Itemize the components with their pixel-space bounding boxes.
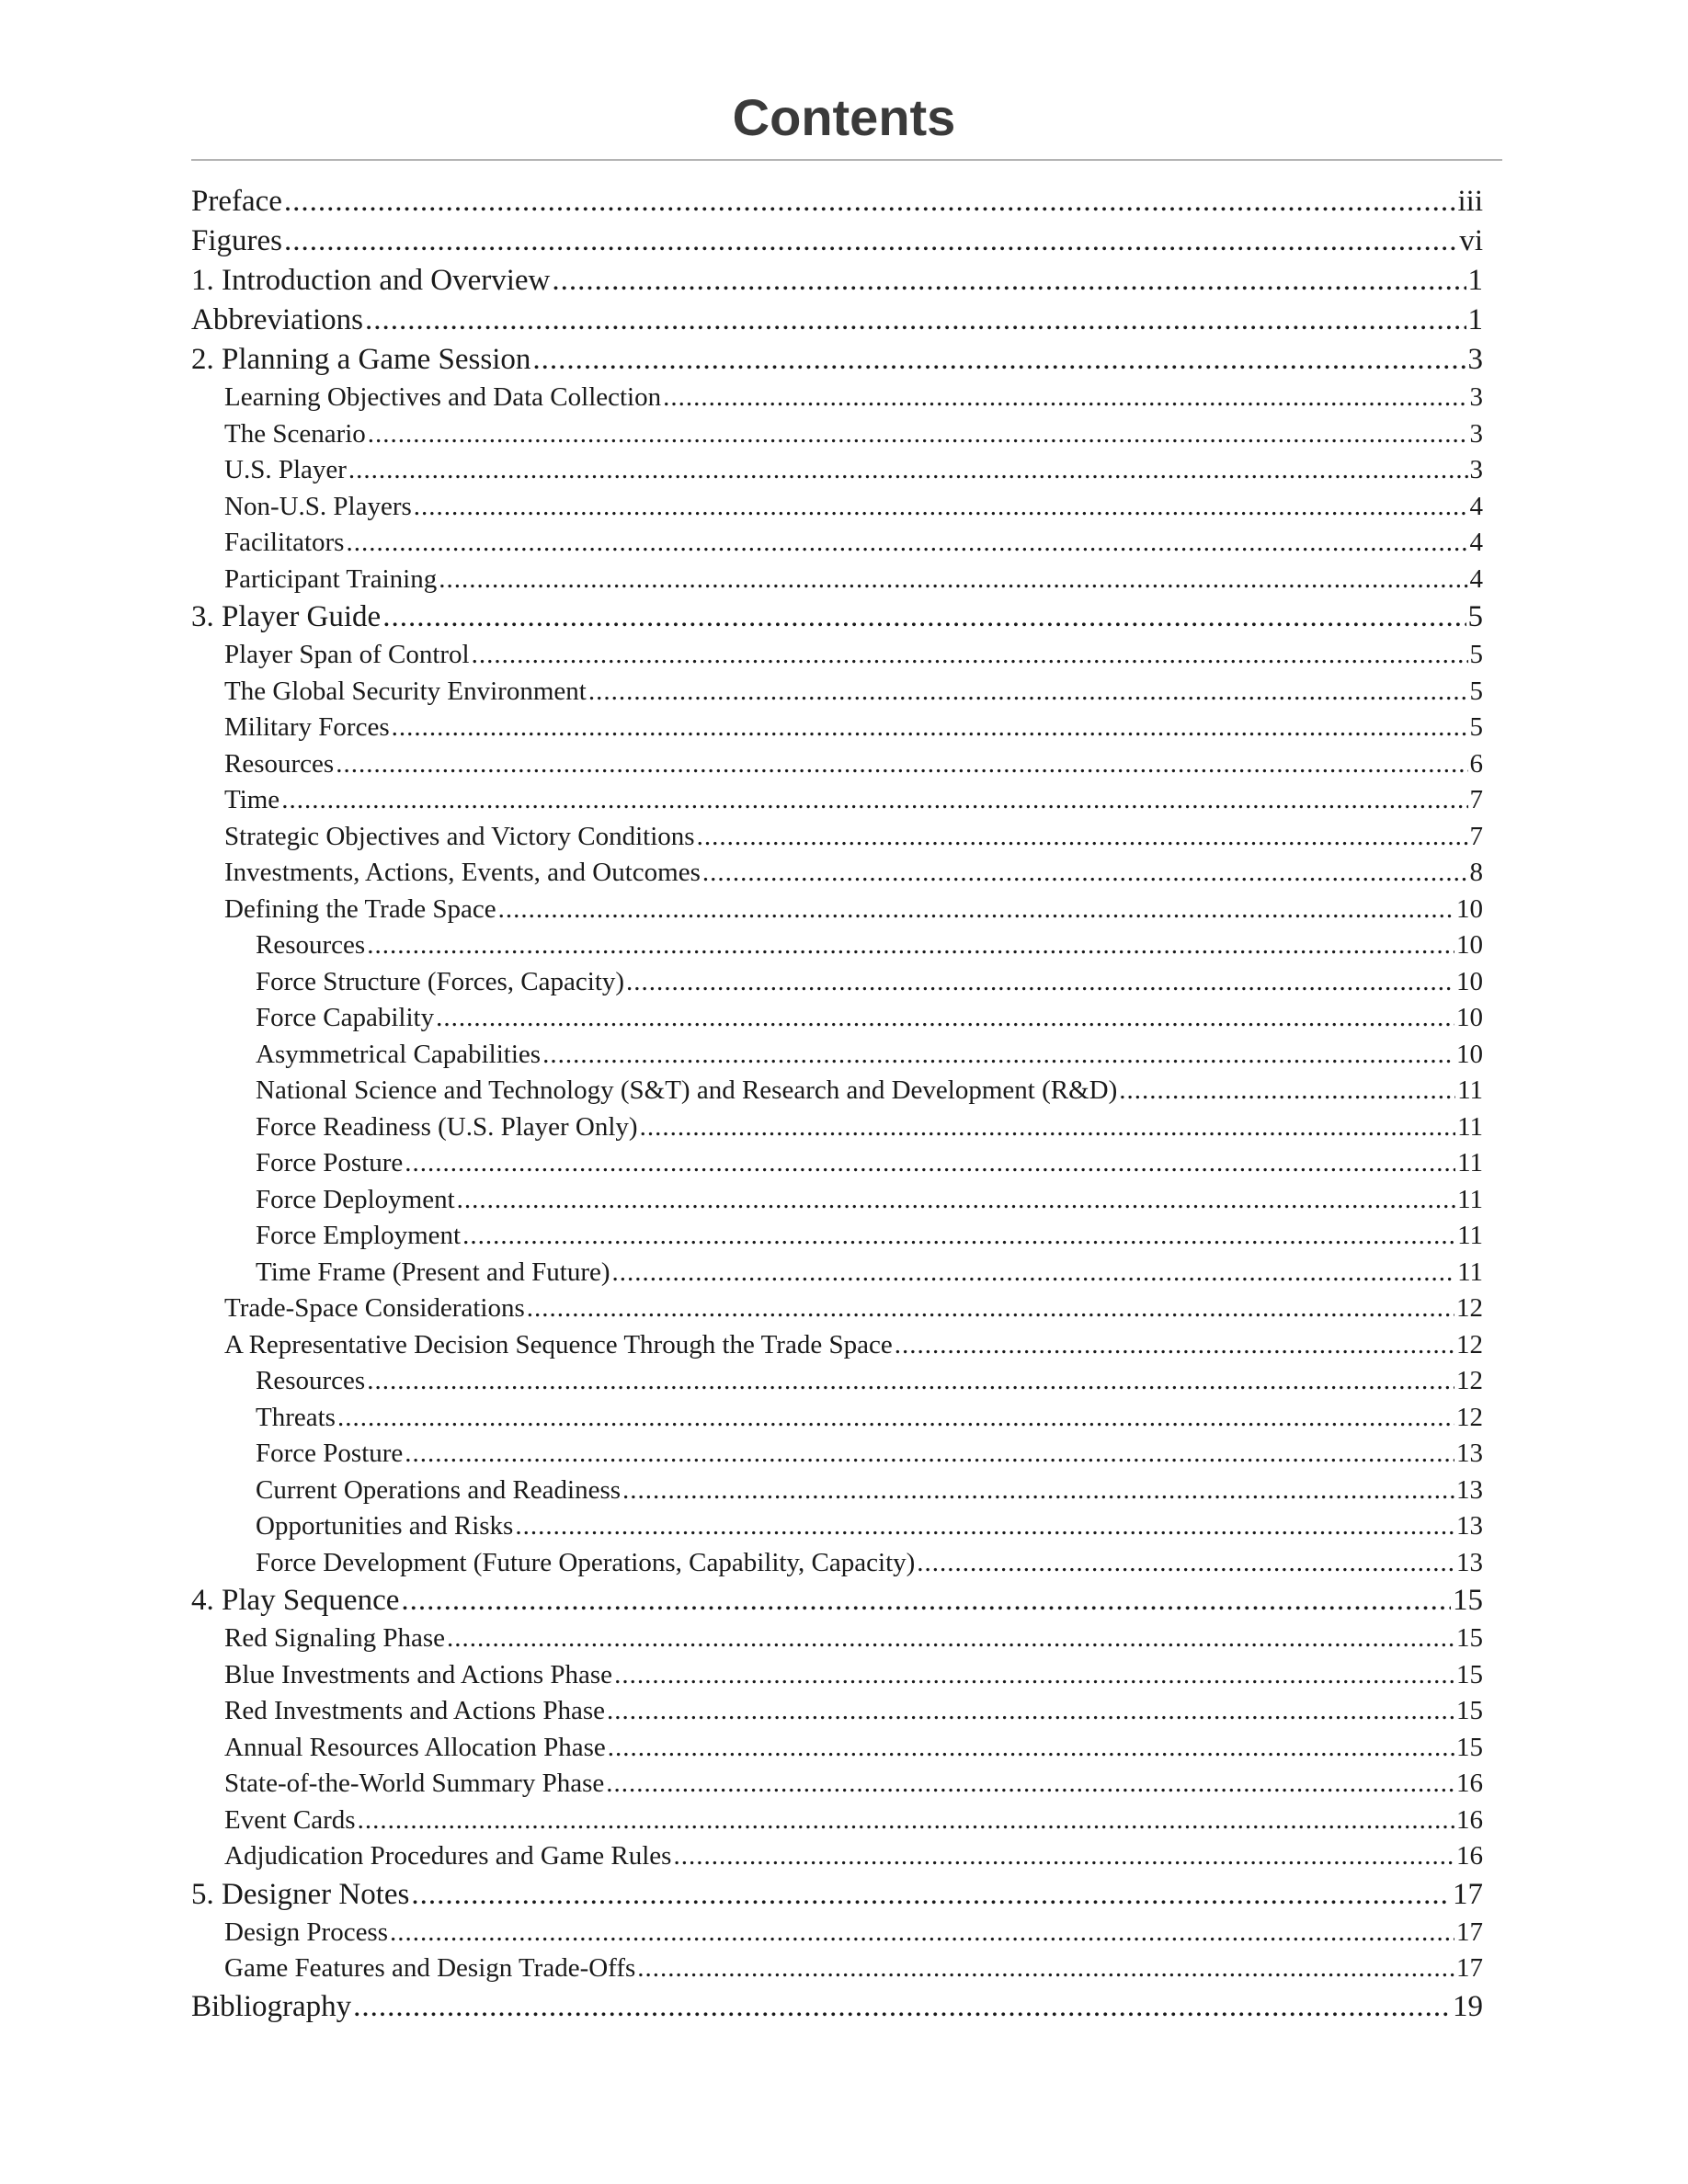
dot-leader: [392, 710, 1468, 746]
dot-leader: [436, 1000, 1454, 1037]
toc-entry-label: Force Capability: [256, 1003, 435, 1032]
dot-leader: [532, 340, 1466, 380]
toc-entry-label: Participant Training: [224, 563, 438, 594]
dot-leader: [281, 782, 1467, 819]
toc-entry[interactable]: [191, 892, 1483, 928]
toc-entry[interactable]: [191, 182, 1483, 222]
toc-entry-label: Time: [224, 785, 280, 814]
toc-entry[interactable]: [191, 597, 1483, 637]
dot-leader: [917, 1545, 1454, 1582]
toc-entry-label: Figures: [191, 224, 282, 257]
toc-entry[interactable]: [191, 1327, 1483, 1364]
toc-entry-page-number: 11: [1457, 1148, 1483, 1177]
dot-leader: [336, 746, 1467, 783]
toc-entry-page-number: 11: [1457, 1184, 1483, 1214]
toc-entry-label: Annual Resources Allocation Phase: [224, 1732, 606, 1762]
dot-leader: [367, 1363, 1454, 1400]
toc-entry-label: Trade-Space Considerations: [224, 1293, 525, 1323]
toc-entry-label: Investments, Actions, Events, and Outcomes: [224, 858, 701, 887]
toc-entry[interactable]: [191, 1145, 1483, 1182]
toc-entry[interactable]: [191, 1291, 1483, 1327]
dot-leader: [1119, 1073, 1455, 1109]
dot-leader: [401, 1581, 1451, 1621]
toc-entry-page-number: 3: [1469, 418, 1483, 449]
dot-leader: [414, 489, 1468, 526]
toc-entry-page-number: 15: [1453, 1584, 1483, 1617]
toc-entry[interactable]: [191, 855, 1483, 892]
toc-entry-label: Opportunities and Risks: [256, 1511, 514, 1541]
toc-entry[interactable]: [191, 1218, 1483, 1255]
toc-entry[interactable]: [191, 782, 1483, 819]
dot-leader: [607, 1693, 1454, 1730]
toc-entry-label: Force Development (Future Operations, Capability, Capacity): [256, 1547, 916, 1577]
toc-entry-label: Non-U.S. Players: [224, 491, 412, 521]
toc-entry-label: National Science and Technology (S&T) and Research and Development (R&D): [256, 1075, 1118, 1105]
toc-entry-label: 1. Introduction and Overview: [191, 264, 551, 297]
toc-entry[interactable]: [191, 674, 1483, 711]
dot-leader: [608, 1730, 1454, 1767]
toc-entry-page-number: 13: [1456, 1439, 1483, 1468]
toc-entry[interactable]: [191, 452, 1483, 489]
dot-leader: [405, 1145, 1455, 1182]
toc-entry-page-number: 4: [1469, 563, 1483, 594]
toc-entry-label: Threats: [256, 1402, 336, 1432]
toc-entry-label: The Scenario: [224, 418, 366, 449]
toc-entry-page-number: 12: [1456, 1402, 1483, 1432]
dot-leader: [353, 1987, 1451, 2027]
toc-entry[interactable]: [191, 1621, 1483, 1657]
toc-entry-label: 2. Planning a Game Session: [191, 343, 531, 376]
toc-entry[interactable]: [191, 261, 1483, 301]
dot-leader: [663, 380, 1467, 416]
toc-entry-label: Current Operations and Readiness: [256, 1474, 622, 1505]
dot-leader: [612, 1255, 1456, 1291]
toc-entry[interactable]: [191, 1730, 1483, 1767]
toc-entry[interactable]: [191, 637, 1483, 674]
toc-entry-page-number: vi: [1459, 224, 1483, 257]
toc-entry-label: Force Structure (Forces, Capacity): [256, 966, 625, 996]
toc-entry-label: Bibliography: [191, 1989, 352, 2023]
toc-entry-page-number: 13: [1456, 1547, 1483, 1577]
toc-entry[interactable]: [191, 819, 1483, 856]
toc-entry-page-number: 1: [1467, 303, 1483, 336]
toc-entry-page-number: 11: [1457, 1111, 1483, 1142]
dot-leader: [895, 1327, 1454, 1364]
toc-entry-label: State-of-the-World Summary Phase: [224, 1769, 605, 1798]
toc-entry[interactable]: [191, 1473, 1483, 1509]
toc-entry-label: Blue Investments and Actions Phase: [224, 1659, 613, 1689]
toc-entry-page-number: 15: [1456, 1732, 1483, 1762]
dot-leader: [498, 892, 1454, 928]
toc-entry[interactable]: [191, 1581, 1483, 1621]
toc-entry-label: Player Span of Control: [224, 640, 470, 669]
toc-entry-page-number: 1: [1467, 264, 1483, 297]
dot-leader: [348, 452, 1468, 489]
toc-entry-page-number: 13: [1456, 1474, 1483, 1505]
dot-leader: [640, 1109, 1455, 1146]
toc-entry-page-number: 5: [1469, 676, 1483, 706]
toc-entry-page-number: iii: [1457, 185, 1483, 218]
toc-entry[interactable]: [191, 489, 1483, 526]
dot-leader: [367, 927, 1454, 964]
toc-entry-page-number: 10: [1456, 893, 1483, 924]
dot-leader: [358, 1803, 1454, 1839]
toc-entry[interactable]: [191, 1915, 1483, 1951]
toc-entry[interactable]: [191, 1987, 1483, 2027]
toc-entry-page-number: 17: [1456, 1917, 1483, 1947]
toc-entry-page-number: 17: [1456, 1953, 1483, 1983]
dot-leader: [606, 1766, 1454, 1803]
toc-entry-page-number: 13: [1456, 1511, 1483, 1541]
dot-leader: [439, 562, 1467, 598]
dot-leader: [626, 964, 1454, 1001]
dot-leader: [365, 301, 1466, 340]
toc-entry-page-number: 8: [1469, 858, 1483, 887]
toc-entry-label: Force Deployment: [256, 1184, 455, 1214]
dot-leader: [472, 637, 1468, 674]
toc-entry-label: Red Investments and Actions Phase: [224, 1696, 606, 1725]
toc-entry-page-number: 5: [1467, 600, 1483, 633]
toc-entry-label: U.S. Player: [224, 455, 347, 484]
toc-entry[interactable]: [191, 1073, 1483, 1109]
toc-entry-label: Asymmetrical Capabilities: [256, 1039, 542, 1069]
dot-leader: [284, 182, 1456, 222]
dot-leader: [588, 674, 1468, 711]
toc-entry-page-number: 3: [1469, 455, 1483, 484]
toc-entry[interactable]: [191, 927, 1483, 964]
dot-leader: [337, 1400, 1454, 1437]
toc-entry-label: Defining the Trade Space: [224, 893, 496, 924]
toc-entry[interactable]: [191, 301, 1483, 340]
toc-entry-label: Resources: [256, 930, 366, 960]
dot-leader: [284, 222, 1457, 261]
toc-entry-label: Preface: [191, 185, 282, 218]
toc-entry-page-number: 12: [1456, 1329, 1483, 1359]
toc-entry[interactable]: [191, 340, 1483, 380]
toc-entry[interactable]: [191, 1363, 1483, 1400]
dot-leader: [637, 1951, 1454, 1987]
dot-leader: [614, 1657, 1454, 1694]
toc-entry-label: Force Employment: [256, 1221, 462, 1250]
toc-entry-label: Force Posture: [256, 1439, 404, 1468]
table-of-contents: [191, 182, 1483, 2027]
toc-entry-page-number: 15: [1456, 1659, 1483, 1689]
toc-entry-label: Event Cards: [224, 1804, 356, 1835]
dot-leader: [411, 1875, 1451, 1915]
toc-entry[interactable]: [191, 380, 1483, 416]
toc-entry-label: Abbreviations: [191, 303, 363, 336]
toc-entry-label: Game Features and Design Trade-Offs: [224, 1953, 636, 1983]
dot-leader: [390, 1915, 1454, 1951]
toc-entry-page-number: 15: [1456, 1696, 1483, 1725]
toc-entry[interactable]: [191, 1838, 1483, 1875]
dot-leader: [622, 1473, 1454, 1509]
toc-entry-label: Design Process: [224, 1917, 389, 1947]
toc-entry-page-number: 12: [1456, 1366, 1483, 1395]
dot-leader: [462, 1218, 1455, 1255]
toc-entry[interactable]: [191, 1951, 1483, 1987]
toc-entry[interactable]: [191, 1255, 1483, 1291]
page-title: Contents: [732, 88, 956, 146]
toc-entry[interactable]: [191, 1508, 1483, 1545]
toc-entry-label: Red Signaling Phase: [224, 1623, 446, 1653]
toc-entry-page-number: 16: [1456, 1804, 1483, 1835]
dot-leader: [346, 525, 1467, 562]
toc-entry-page-number: 11: [1457, 1221, 1483, 1250]
toc-entry[interactable]: [191, 1657, 1483, 1694]
toc-entry-page-number: 10: [1456, 1039, 1483, 1069]
toc-entry-label: Resources: [256, 1366, 366, 1395]
dot-leader: [542, 1037, 1454, 1074]
toc-entry-label: Adjudication Procedures and Game Rules: [224, 1841, 672, 1871]
title-divider: [191, 159, 1502, 161]
toc-entry-label: Force Readiness (U.S. Player Only): [256, 1111, 638, 1142]
toc-entry[interactable]: [191, 562, 1483, 598]
toc-entry-label: Time Frame (Present and Future): [256, 1257, 610, 1287]
dot-leader: [697, 819, 1468, 856]
toc-entry[interactable]: [191, 222, 1483, 261]
toc-entry-page-number: 17: [1453, 1877, 1483, 1911]
toc-entry-label: Learning Objectives and Data Collection: [224, 382, 662, 412]
toc-entry[interactable]: [191, 1400, 1483, 1437]
toc-entry-label: 4. Play Sequence: [191, 1584, 400, 1617]
toc-entry-label: Military Forces: [224, 712, 390, 742]
toc-entry-page-number: 10: [1456, 966, 1483, 996]
toc-entry[interactable]: [191, 1875, 1483, 1915]
toc-entry[interactable]: [191, 1000, 1483, 1037]
toc-entry[interactable]: [191, 1436, 1483, 1473]
toc-entry[interactable]: [191, 1545, 1483, 1582]
toc-entry-page-number: 19: [1453, 1989, 1483, 2023]
toc-entry[interactable]: [191, 1182, 1483, 1219]
toc-entry-page-number: 3: [1467, 343, 1483, 376]
toc-entry-page-number: 12: [1456, 1293, 1483, 1323]
dot-leader: [405, 1436, 1454, 1473]
toc-entry-page-number: 16: [1456, 1769, 1483, 1798]
toc-entry[interactable]: [191, 710, 1483, 746]
toc-entry-page-number: 11: [1457, 1257, 1483, 1287]
toc-entry-label: A Representative Decision Sequence Through the Trade Space: [224, 1329, 893, 1359]
dot-leader: [527, 1291, 1454, 1327]
dot-leader: [702, 855, 1468, 892]
toc-entry-page-number: 3: [1469, 382, 1483, 412]
dot-leader: [457, 1182, 1455, 1219]
dot-leader: [447, 1621, 1454, 1657]
toc-entry-label: Strategic Objectives and Victory Conditions: [224, 821, 695, 851]
dot-leader: [515, 1508, 1454, 1545]
toc-entry-label: 5. Designer Notes: [191, 1877, 410, 1911]
toc-entry-page-number: 6: [1469, 748, 1483, 779]
toc-entry-label: Resources: [224, 748, 335, 779]
toc-entry-page-number: 16: [1456, 1841, 1483, 1871]
toc-entry-page-number: 11: [1457, 1075, 1483, 1105]
toc-entry-label: Force Posture: [256, 1148, 404, 1177]
toc-entry-page-number: 5: [1469, 712, 1483, 742]
toc-entry[interactable]: [191, 1037, 1483, 1074]
dot-leader: [673, 1838, 1454, 1875]
toc-entry[interactable]: [191, 1109, 1483, 1146]
toc-entry-label: The Global Security Environment: [224, 676, 587, 706]
dot-leader: [382, 597, 1466, 637]
toc-entry[interactable]: [191, 416, 1483, 453]
toc-entry-page-number: 15: [1456, 1623, 1483, 1653]
toc-entry-page-number: 10: [1456, 930, 1483, 960]
toc-entry-page-number: 10: [1456, 1003, 1483, 1032]
toc-entry[interactable]: [191, 1766, 1483, 1803]
toc-entry[interactable]: [191, 1693, 1483, 1730]
toc-entry-page-number: 5: [1469, 640, 1483, 669]
dot-leader: [368, 416, 1468, 453]
dot-leader: [552, 261, 1466, 301]
toc-entry-label: Facilitators: [224, 528, 345, 557]
toc-entry-page-number: 4: [1469, 528, 1483, 557]
toc-entry[interactable]: [191, 964, 1483, 1001]
toc-entry[interactable]: [191, 525, 1483, 562]
toc-entry-page-number: 7: [1469, 821, 1483, 851]
toc-entry[interactable]: [191, 746, 1483, 783]
toc-entry-label: 3. Player Guide: [191, 600, 382, 633]
toc-entry[interactable]: [191, 1803, 1483, 1839]
toc-entry-page-number: 4: [1469, 491, 1483, 521]
toc-entry-page-number: 7: [1469, 785, 1483, 814]
